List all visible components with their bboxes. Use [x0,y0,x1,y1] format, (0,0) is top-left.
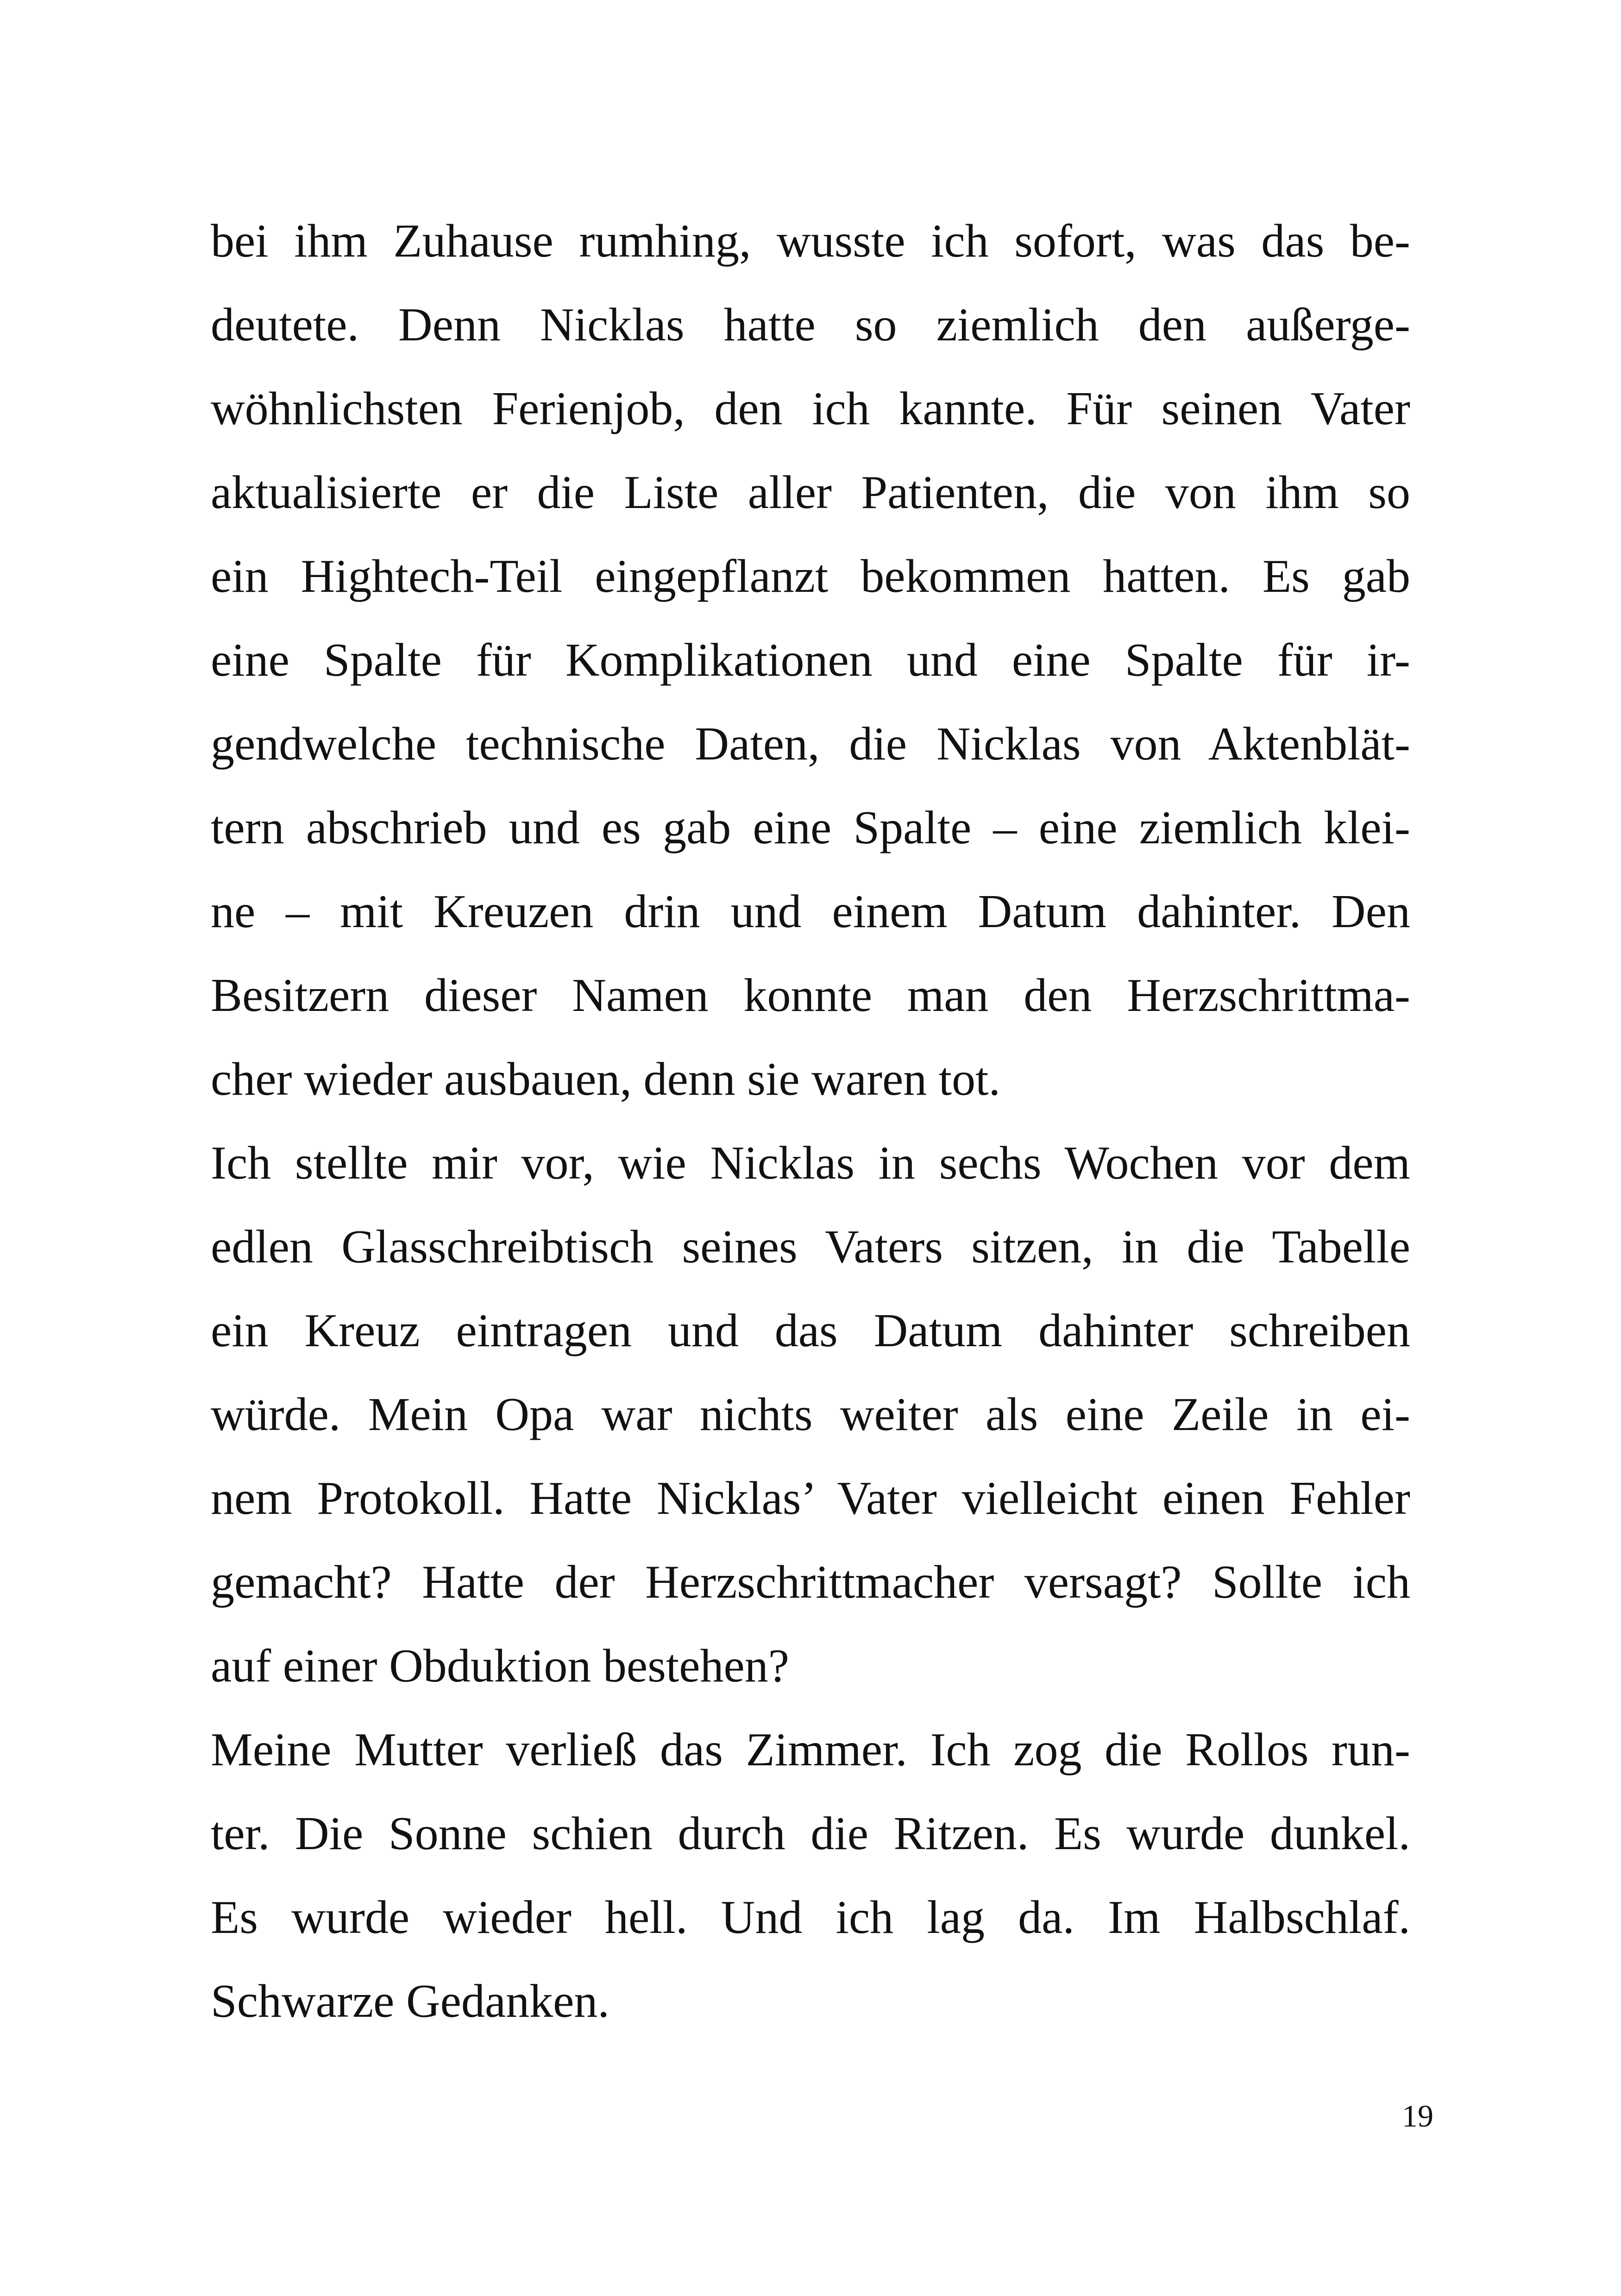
text-line: aktualisierte er die Liste aller Patienten, die von ihm so [211,466,1410,519]
page-number: 19 [1402,2098,1433,2133]
text-line: wöhnlichsten Ferienjob, den ich kannte. Für seinen Vater [211,383,1410,435]
text-line: Es wurde wieder hell. Und ich lag da. Im Halbschlaf. [211,1891,1410,1944]
text-line: Besitzern dieser Namen konnte man den Herzschrittma- [211,969,1410,1022]
text-line: ein Hightech-Teil eingepflanzt bekommen hatten. Es gab [211,550,1410,602]
text-line: Meine Mutter verließ das Zimmer. Ich zog die Rollos run- [211,1724,1410,1776]
text-line: deutete. Denn Nicklas hatte so ziemlich den außerge- [211,299,1410,351]
body-text [211,199,1410,2043]
text-line: Schwarze Gedanken. [211,1975,609,2027]
text-line: nem Protokoll. Hatte Nicklas’ Vater vielleicht einen Fehler [211,1472,1410,1524]
text-line: gemacht? Hatte der Herzschrittmacher versagt? Sollte ich [211,1556,1410,1608]
text-line: würde. Mein Opa war nichts weiter als eine Zeile in ei- [211,1388,1410,1441]
text-line: bei ihm Zuhause rumhing, wusste ich sofort, was das be- [211,215,1410,267]
text-line: tern abschrieb und es gab eine Spalte – eine ziemlich klei- [211,802,1410,854]
text-line: cher wieder ausbauen, denn sie waren tot. [211,1053,1000,1105]
text-line: eine Spalte für Komplikationen und eine Spalte für ir- [211,634,1410,686]
text-line: Ich stellte mir vor, wie Nicklas in sechs Wochen vor dem [211,1137,1410,1189]
text-line: ein Kreuz eintragen und das Datum dahinter schreiben [211,1305,1410,1357]
text-line: ter. Die Sonne schien durch die Ritzen. Es wurde dunkel. [211,1807,1410,1860]
text-line: auf einer Obduktion bestehen? [211,1640,790,1692]
text-line: gendwelche technische Daten, die Nicklas von Aktenblät- [211,718,1410,770]
text-line: edlen Glasschreibtisch seines Vaters sitzen, in die Tabelle [211,1221,1410,1273]
text-line: ne – mit Kreuzen drin und einem Datum dahinter. Den [211,885,1410,938]
